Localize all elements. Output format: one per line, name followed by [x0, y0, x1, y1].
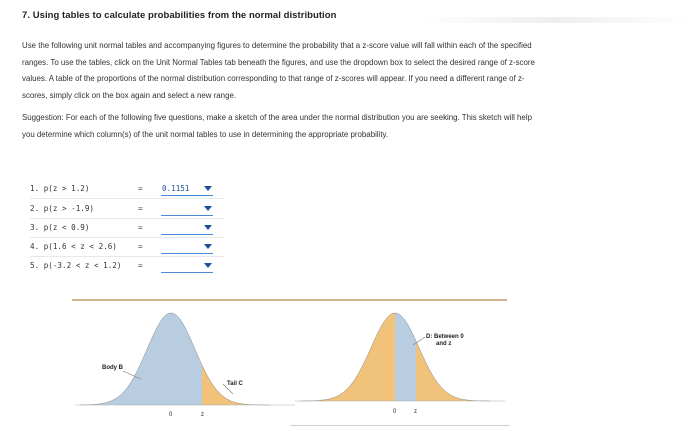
normal-curve-between-figure: [295, 305, 505, 415]
answer-dropdown-3[interactable]: [161, 221, 213, 235]
tail-label: Tail C: [227, 381, 243, 387]
instructions-line: scores, simply click on the box again and select a new range.: [22, 90, 237, 100]
question-label: 1. p(z > 1.2): [30, 184, 90, 193]
between-label-line1: D: Between 0: [426, 334, 464, 340]
row-divider: [30, 198, 224, 199]
between-label-line2: and z: [436, 341, 452, 347]
question-row-2: [30, 201, 230, 217]
equals-sign: =: [138, 204, 143, 213]
equals-sign: =: [138, 261, 143, 270]
header-divider: [420, 17, 690, 23]
figure-divider: [72, 299, 507, 301]
question-label: 4. p(1.6 < z < 2.6): [30, 242, 117, 251]
row-divider: [30, 256, 224, 257]
question-label: 2. p(z > -1.9): [30, 204, 95, 213]
dropdown-caret-icon: [204, 186, 212, 191]
body-label: Body B: [102, 365, 123, 371]
suggestion-paragraph: [22, 110, 657, 143]
dropdown-caret-icon: [204, 263, 212, 268]
equals-sign: =: [138, 184, 143, 193]
suggestion-line: you determine which column(s) of the unit normal tables to use in determining the appropriate probability.: [22, 129, 389, 139]
instructions-paragraph: [22, 38, 657, 104]
question-row-4: [30, 239, 230, 255]
row-divider: [30, 237, 224, 238]
dropdown-caret-icon: [204, 225, 212, 230]
answer-dropdown-5[interactable]: [161, 259, 213, 273]
between-region: [395, 313, 416, 401]
equals-sign: =: [138, 223, 143, 232]
row-divider: [30, 218, 224, 219]
page-title: 7. Using tables to calculate probabilities from the normal distribution: [22, 10, 337, 21]
question-row-3: [30, 220, 230, 236]
answer-dropdown-2[interactable]: [161, 202, 213, 216]
answer-value: 0.1151: [162, 184, 190, 193]
axis-z-label: z: [414, 409, 417, 415]
instructions-line: ranges. To use the tables, click on the Unit Normal Tables tab beneath the figures, and use the dropdown box to select the desired range of z-score: [22, 57, 535, 67]
instructions-line: Use the following unit normal tables and accompanying figures to determine the probability that a z-score value will fall within each of the specified: [22, 41, 532, 50]
dropdown-caret-icon: [204, 206, 212, 211]
axis-zero-label: 0: [393, 409, 397, 415]
question-label: 3. p(z < 0.9): [30, 223, 90, 232]
axis-z-label: z: [201, 412, 204, 418]
normal-curve-body-tail-figure: [75, 305, 295, 420]
suggestion-line: Suggestion: For each of the following five questions, make a sketch of the area under the normal distribution you are seeking. This sketch will help: [22, 113, 532, 122]
answer-dropdown-4[interactable]: [161, 240, 213, 254]
dropdown-caret-icon: [204, 244, 212, 249]
equals-sign: =: [138, 242, 143, 251]
figure-bottom-line: [290, 425, 510, 426]
axis-zero-label: 0: [169, 412, 173, 418]
body-region: [80, 313, 202, 405]
instructions-line: values. A table of the proportions of the normal distribution corresponding to that range of z-scores will appear. If you need a different range of z-: [22, 74, 525, 83]
question-row-1: [30, 181, 230, 197]
question-label: 5. p(-3.2 < z < 1.2): [30, 261, 122, 270]
answer-dropdown-1[interactable]: [161, 182, 213, 196]
question-row-5: [30, 258, 230, 274]
